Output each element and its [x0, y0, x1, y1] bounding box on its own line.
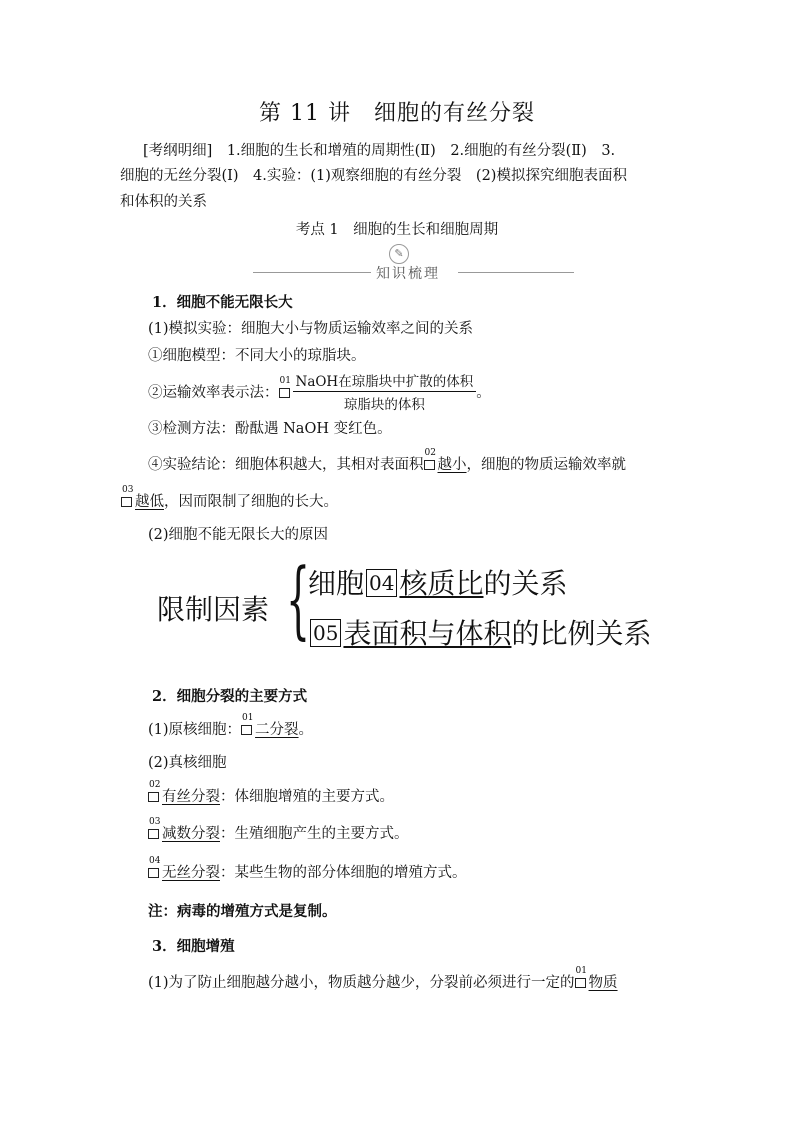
- factor-row2-post: 的比例关系: [511, 617, 652, 650]
- answer-blank: 越低: [135, 494, 164, 510]
- s3-line1: [148, 966, 618, 992]
- answer-marker-icon: [148, 817, 161, 839]
- answer-marker-icon: [424, 448, 436, 470]
- s1-sub1: (1)模拟实验：细胞大小与物质运输效率之间的关系: [148, 321, 474, 337]
- formula-prefix: ②运输效率表示法：: [148, 385, 279, 401]
- s1-heading: 1．细胞不能无限长大: [152, 294, 293, 311]
- efficiency-fraction: [293, 370, 477, 413]
- s3-heading: 3．细胞增殖: [152, 938, 235, 955]
- answer-blank: 减数分裂: [162, 826, 220, 842]
- s2-note: 注：病毒的增殖方式是复制。: [148, 903, 337, 920]
- s2-prokaryote: [148, 713, 314, 739]
- s1-formula-line: [148, 370, 491, 413]
- marker-number: 03: [149, 817, 161, 827]
- s1-sub2: (2)细胞不能无限长大的原因: [148, 527, 329, 543]
- s1-detect: ③检测方法：酚酞遇 NaOH 变红色。: [148, 421, 392, 437]
- s1-conclusion-line1: [148, 448, 626, 474]
- section-heading: 考点 1 细胞的生长和细胞周期: [295, 222, 499, 238]
- s2-mitosis: [148, 780, 394, 806]
- factor-row1-pre: 细胞: [308, 567, 365, 600]
- marker-number: 02: [424, 448, 436, 458]
- marker-number: 01: [242, 713, 254, 723]
- prok-suffix: 。: [298, 722, 314, 738]
- answer-marker-icon: [575, 966, 587, 988]
- knowledge-label: 知识梳理: [376, 266, 440, 282]
- s2-meiosis: [148, 817, 409, 843]
- s2-eukaryote: (2)真核细胞: [148, 755, 227, 771]
- factor-row1-post: 的关系: [483, 567, 568, 600]
- answer-blank: 无丝分裂: [162, 865, 220, 881]
- conclusion-prefix: ④实验结论：细胞体积越大，其相对表面积: [148, 457, 424, 473]
- outline-line-1: [考纲明细] 1.细胞的生长和增殖的周期性(Ⅱ) 2.细胞的有丝分裂(Ⅱ) 3.: [143, 143, 616, 159]
- answer-blank: 二分裂: [255, 722, 299, 738]
- factor-row-1: [308, 562, 568, 602]
- conclusion-mid: ，细胞的物质运输效率就: [466, 457, 626, 473]
- answer-marker-icon: [148, 856, 161, 878]
- marker-number: 04: [149, 856, 161, 866]
- answer-blank: 越小: [437, 457, 467, 473]
- answer-marker-icon: [121, 485, 134, 507]
- marker-number: 01: [279, 375, 291, 386]
- s1-conclusion-line2: [121, 485, 338, 511]
- section-rule-left: [253, 272, 371, 273]
- answer-marker-icon: [148, 780, 161, 802]
- answer-marker-icon: [279, 375, 291, 398]
- amitosis-text: ：某些生物的部分体细胞的增殖方式。: [220, 865, 467, 881]
- outline-line-3: 和体积的关系: [120, 194, 207, 210]
- s2-amitosis: [148, 856, 467, 882]
- outline-line-2: 细胞的无丝分裂(Ⅰ) 4.实验：(1)观察细胞的有丝分裂 (2)模拟探究细胞表面积: [120, 168, 627, 184]
- fraction-denominator: 琼脂块的体积: [343, 397, 425, 413]
- formula-suffix: 。: [476, 385, 491, 401]
- conclusion-suffix: ，因而限制了细胞的长大。: [164, 494, 338, 510]
- prok-prefix: (1)原核细胞：: [148, 722, 242, 738]
- blank-number-box: 05: [310, 619, 341, 647]
- factors-label: 限制因素: [157, 593, 270, 626]
- answer-marker-icon: [241, 713, 254, 735]
- mitosis-text: ：体细胞增殖的主要方式。: [220, 789, 394, 805]
- meiosis-text: ：生殖细胞产生的主要方式。: [220, 826, 409, 842]
- marker-number: 01: [575, 966, 587, 976]
- answer-blank: 表面积与体积: [343, 617, 512, 650]
- blank-number-box: 04: [366, 569, 397, 597]
- marker-number: 03: [122, 485, 134, 495]
- leaf-badge-icon: ✎: [389, 244, 409, 264]
- page-title: 第 11 讲 细胞的有丝分裂: [259, 101, 535, 126]
- fraction-numerator: NaOH在琼脂块中扩散的体积: [293, 370, 477, 392]
- s3-line1-prefix: (1)为了防止细胞越分越小，物质越分越少，分裂前必须进行一定的: [148, 975, 575, 991]
- s2-heading: 2．细胞分裂的主要方式: [152, 688, 308, 705]
- factor-row-2: [308, 612, 651, 652]
- section-rule-right: [458, 272, 574, 273]
- answer-blank: 核质比: [399, 567, 484, 600]
- brace-icon: {: [286, 550, 311, 648]
- marker-number: 02: [149, 780, 161, 790]
- s1-model: ①细胞模型：不同大小的琼脂块。: [148, 348, 366, 364]
- answer-blank: 有丝分裂: [162, 789, 220, 805]
- answer-blank: 物质: [588, 975, 618, 991]
